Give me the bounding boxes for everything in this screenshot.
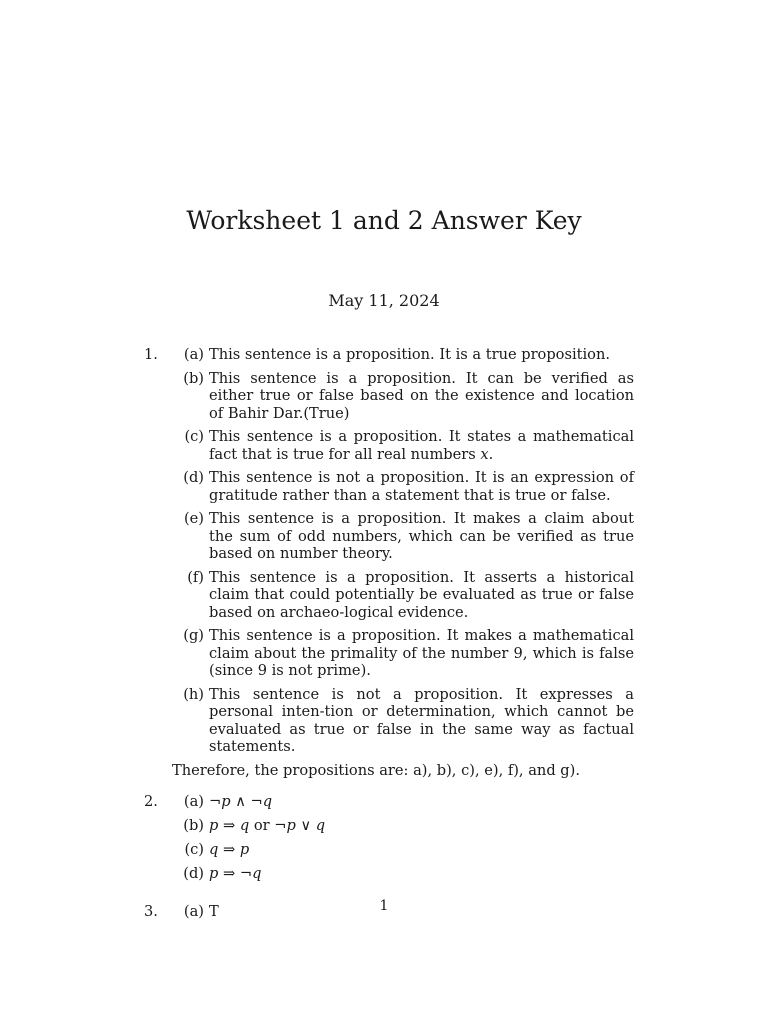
question-1-answers (172, 346, 634, 779)
answer-text: This sentence is a proposition. It makes a claim about the sum of odd numbers, which can be verified as true based on number theory. (209, 510, 634, 562)
answer-text (209, 428, 634, 463)
page-number: 1 (379, 898, 389, 914)
answer-label: (g) (183, 627, 204, 644)
question-1 (144, 346, 634, 779)
connector-word: or (253, 817, 270, 834)
answer-label: (e) (183, 510, 204, 527)
answer-label: (c) (184, 428, 204, 445)
document-date: May 11, 2024 (328, 291, 440, 310)
answer-label: (d) (183, 865, 204, 882)
question-1-conclusion: Therefore, the propositions are: a), b), c), e), f), and g). (172, 761, 580, 779)
document-title: Worksheet 1 and 2 Answer Key (186, 206, 582, 235)
logic-expression (209, 865, 634, 883)
answer-list (144, 346, 634, 941)
answer-text: This sentence is not a proposition. It expresses a personal inten-tion or determination, which cannot be evaluated as true or false in the same way as factual statements. (209, 685, 634, 755)
answer-label: (c) (184, 841, 204, 858)
answer-2a (172, 793, 634, 811)
answer-text: This sentence is a proposition. It asserts a historical claim that could potentially be evaluated as true or false based on archaeo-logical evidence. (209, 568, 634, 621)
answer-text: This sentence is a proposition. It makes a mathematical claim about the primality of the number 9, which is false (since 9 is not prime). (209, 627, 634, 679)
answer-label: (h) (183, 685, 204, 703)
answer-1b (172, 370, 634, 423)
answer-text: This sentence is a proposition. It can be verified as either true or false based on the existence and location of Bahir Dar.(True) (209, 369, 634, 422)
answer-2c (172, 841, 634, 859)
answer-text: This sentence is a proposition. It is a true proposition. (209, 346, 610, 363)
answer-1d (172, 469, 634, 504)
answer-label: (f) (187, 568, 204, 586)
answer-text-main: This sentence is a proposition. It states a mathematical fact that is true for all real numbers (209, 428, 634, 463)
math-expression-alt: ¬p ∨ q (274, 817, 326, 834)
answer-1a (172, 346, 634, 364)
answer-label: (b) (183, 817, 204, 834)
answer-label: (d) (183, 469, 204, 486)
question-number: 3. (144, 903, 158, 920)
answer-label: (a) (183, 346, 204, 363)
answer-text: T (209, 903, 219, 920)
math-expression: ¬p ∧ ¬q (209, 793, 273, 810)
answer-label: (b) (183, 369, 204, 387)
logic-expression (209, 841, 634, 859)
answer-2d (172, 865, 634, 883)
math-variable: x (480, 445, 489, 463)
question-number: 2. (144, 793, 158, 810)
answer-1g (172, 627, 634, 680)
question-2-answers (172, 793, 634, 889)
answer-1h (172, 686, 634, 756)
answer-1e (172, 510, 634, 563)
answer-2b (172, 817, 634, 835)
math-expression: q ⇒ p (209, 841, 250, 858)
question-2 (144, 793, 634, 889)
answer-label: (a) (183, 793, 204, 810)
answer-label: (a) (183, 903, 204, 920)
answer-1c (172, 428, 634, 463)
question-number: 1. (144, 346, 158, 363)
math-expression: p ⇒ q (209, 817, 250, 834)
logic-expression (209, 793, 634, 811)
answer-text-end: . (488, 445, 494, 463)
answer-1f (172, 569, 634, 622)
logic-expression (209, 817, 634, 835)
math-expression: p ⇒ ¬q (209, 865, 262, 882)
answer-text: This sentence is not a proposition. It is an expression of gratitude rather than a statement that is true or false. (209, 469, 634, 504)
